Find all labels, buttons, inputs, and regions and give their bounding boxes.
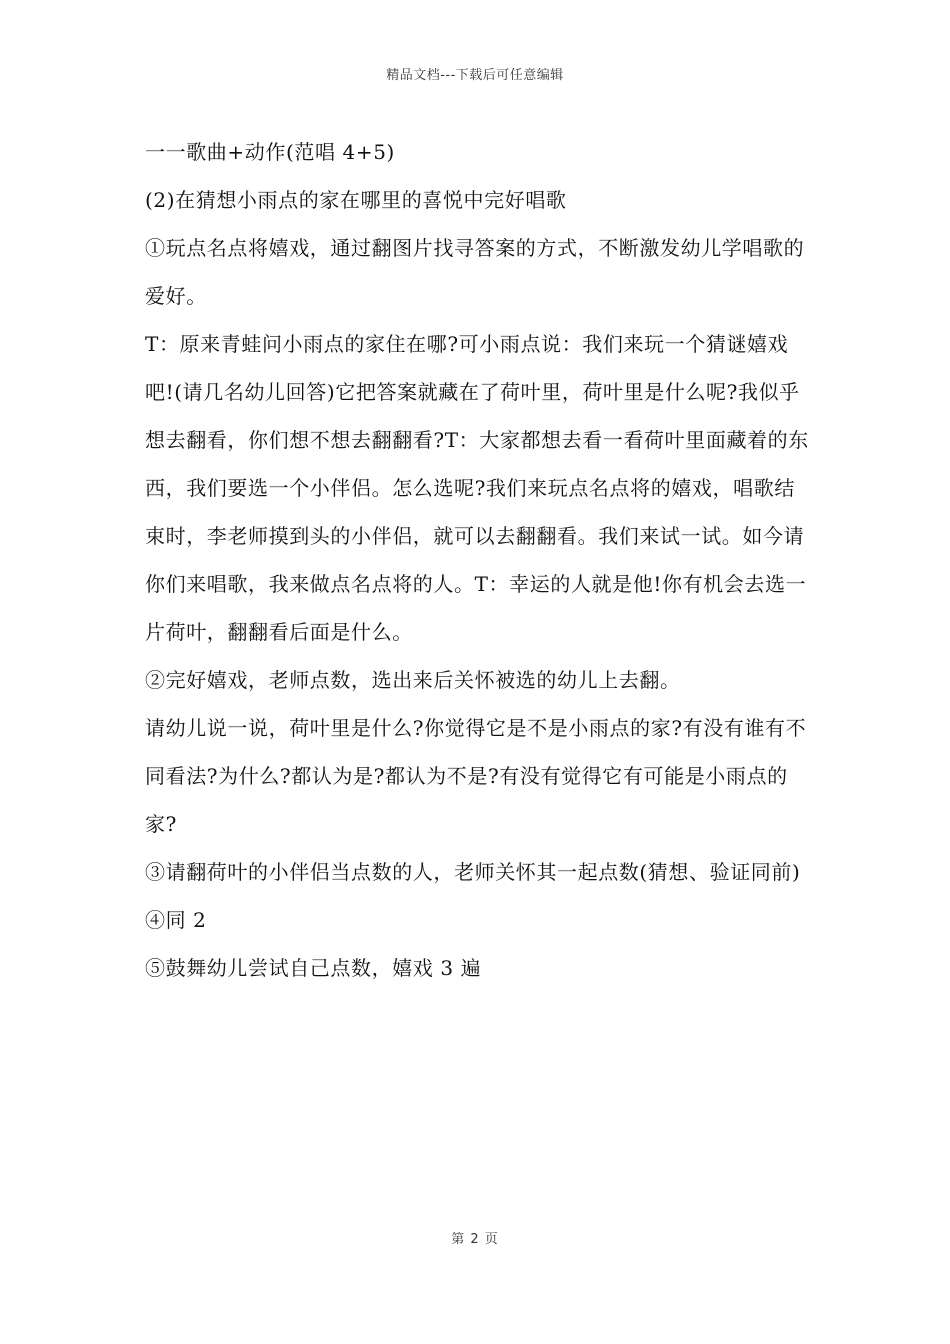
page-number: 第 2 页 bbox=[451, 1232, 499, 1247]
paragraph-9: ⑤鼓舞幼儿尝试自己点数，嬉戏 3 遍 bbox=[145, 956, 482, 980]
paragraph-6: 请幼儿说一说，荷叶里是什么?你觉得它是不是小雨点的家?有没有谁有不同看法?为什么?都认为是?都认为不是?有没有觉得它有可能是小雨点的家? bbox=[145, 716, 807, 836]
paragraph-2: (2)在猜想小雨点的家在哪里的喜悦中完好唱歌 bbox=[145, 188, 567, 212]
paragraph-4: T：原来青蛙问小雨点的家住在哪?可小雨点说：我们来玩一个猜谜嬉戏吧!(请几名幼儿回答)它把答案就藏在了荷叶里，荷叶里是什么呢?我似乎想去翻看，你们想不想去翻翻看?T：大家都想去看一看荷叶里面藏着的东西，我们要选一个小伴侣。怎么选呢?我们来玩点名点将的嬉戏，唱歌结束时，李老师摸到头的小伴侣，就可以去翻翻看。我们来试一试。如今请你们来唱歌，我来做点名点将的人。T：幸运的人就是他!你有机会去选一片荷叶，翻翻看后面是什么。 bbox=[145, 332, 809, 644]
paragraph-5: ②完好嬉戏，老师点数，选出来后关怀被选的幼儿上去翻。 bbox=[145, 668, 681, 692]
paragraph-1: 一一歌曲+动作(范唱 4+5) bbox=[145, 140, 395, 164]
document-body bbox=[145, 128, 810, 992]
page-header: 精品文档---下载后可任意编辑 bbox=[386, 68, 564, 83]
paragraph-7: ③请翻荷叶的小伴侣当点数的人，老师关怀其一起点数(猜想、验证同前) bbox=[145, 860, 801, 884]
paragraph-3: ①玩点名点将嬉戏，通过翻图片找寻答案的方式，不断激发幼儿学唱歌的爱好。 bbox=[145, 236, 805, 308]
paragraph-8: ④同 2 bbox=[145, 908, 207, 932]
